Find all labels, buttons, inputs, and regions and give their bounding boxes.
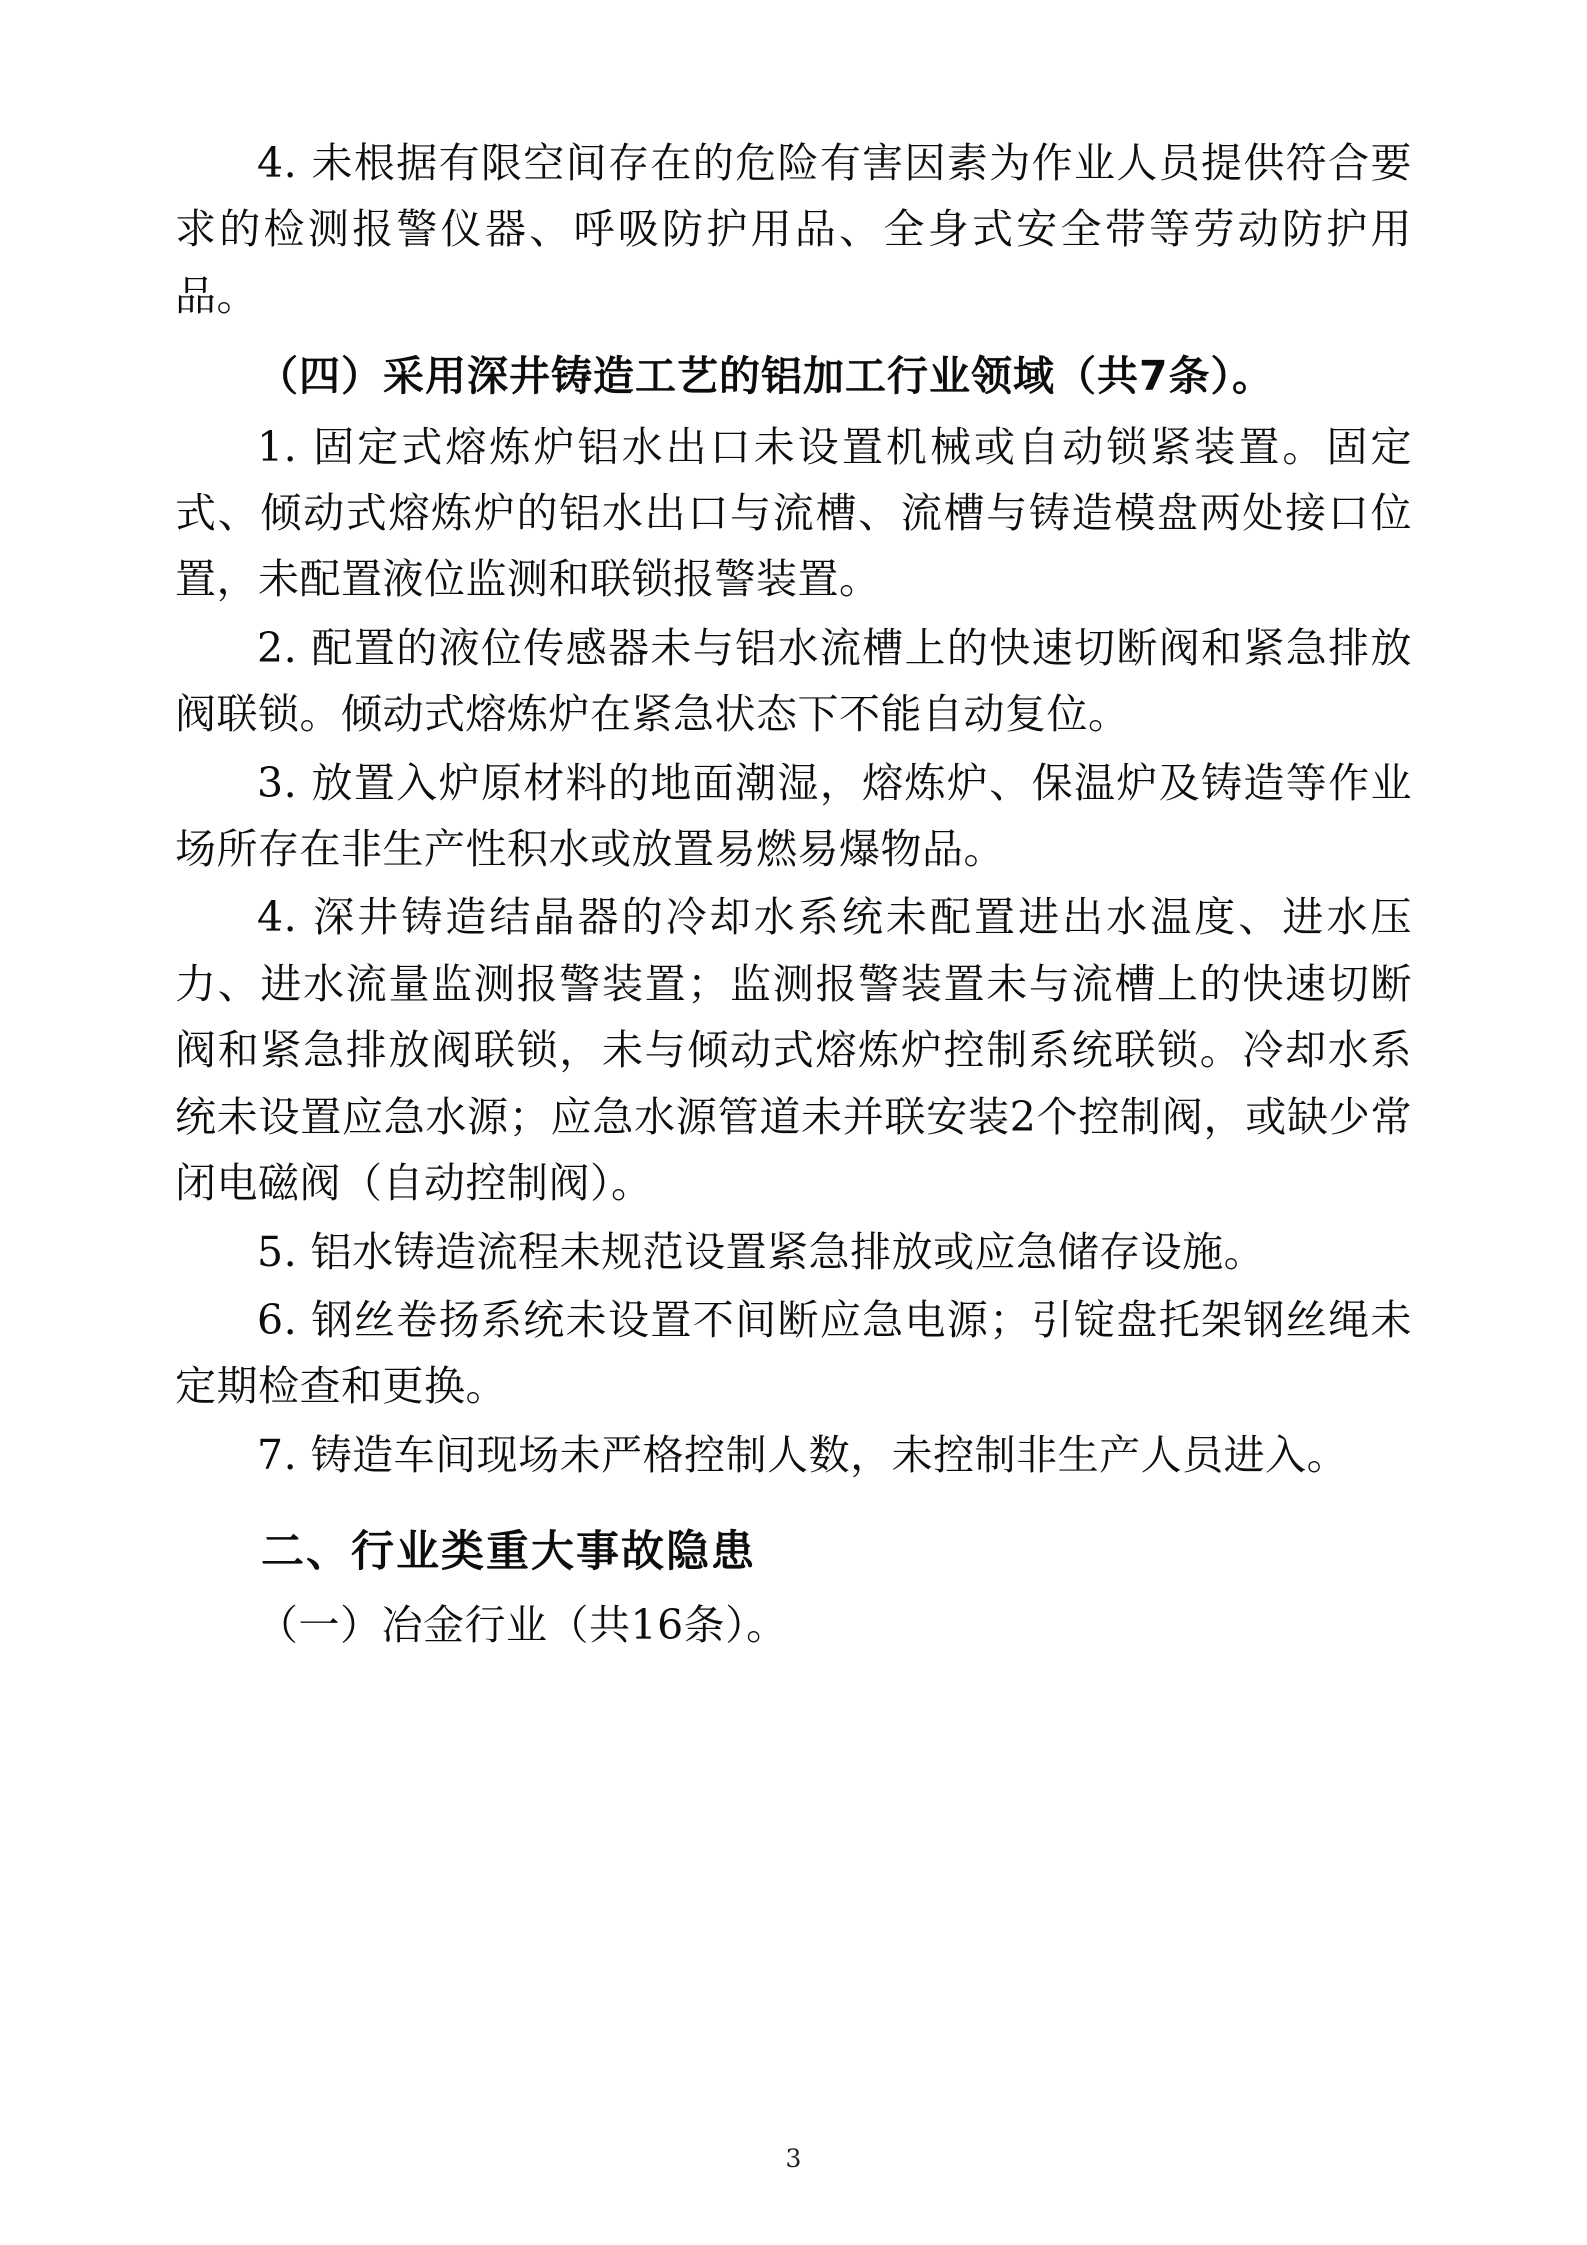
heading-section-four: （四）采用深井铸造工艺的铝加工行业领域（共7条）。: [257, 352, 1275, 401]
heading-subsection-one: （一）冶金行业（共16条）。: [257, 1600, 788, 1649]
paragraph-item-6: 6. 钢丝卷扬系统未设置不间断应急电源；引锭盘托架钢丝绳未定期检查和更换。: [175, 1295, 1412, 1411]
paragraph-item-1: 1. 固定式熔炼炉铝水出口未设置机械或自动锁紧装置。固定式、倾动式熔炼炉的铝水出口与流槽、流槽与铸造模盘两处接口位置，未配置液位监测和联锁报警装置。: [175, 422, 1412, 604]
page-number: 3: [785, 2144, 802, 2173]
paragraph-item-4: 4. 深井铸造结晶器的冷却水系统未配置进出水温度、进水压力、进水流量监测报警装置；监测报警装置未与流槽上的快速切断阀和紧急排放阀联锁，未与倾动式熔炼炉控制系统联锁。冷却水系统未设置应急水源；应急水源管道未并联安装2个控制阀，或缺少常闭电磁阀（自动控制阀）。: [175, 893, 1412, 1208]
paragraph-item-4-confined-space: 4. 未根据有限空间存在的危险有害因素为作业人员提供符合要求的检测报警仪器、呼吸防护用品、全身式安全带等劳动防护用品。: [175, 139, 1412, 320]
heading-section-two: 二、行业类重大事故隐患: [261, 1527, 756, 1578]
document-body: [175, 130, 1412, 1658]
paragraph-item-3: 3. 放置入炉原材料的地面潮湿，熔炼炉、保温炉及铸造等作业场所存在非生产性积水或放置易燃易爆物品。: [175, 758, 1412, 874]
paragraph-item-7: 7. 铸造车间现场未严格控制人数，未控制非生产人员进入。: [257, 1430, 1349, 1479]
paragraph-item-2: 2. 配置的液位传感器未与铝水流槽上的快速切断阀和紧急排放阀联锁。倾动式熔炼炉在紧急状态下不能自动复位。: [175, 623, 1412, 739]
paragraph-item-5: 5. 铝水铸造流程未规范设置紧急排放或应急储存设施。: [257, 1227, 1266, 1276]
